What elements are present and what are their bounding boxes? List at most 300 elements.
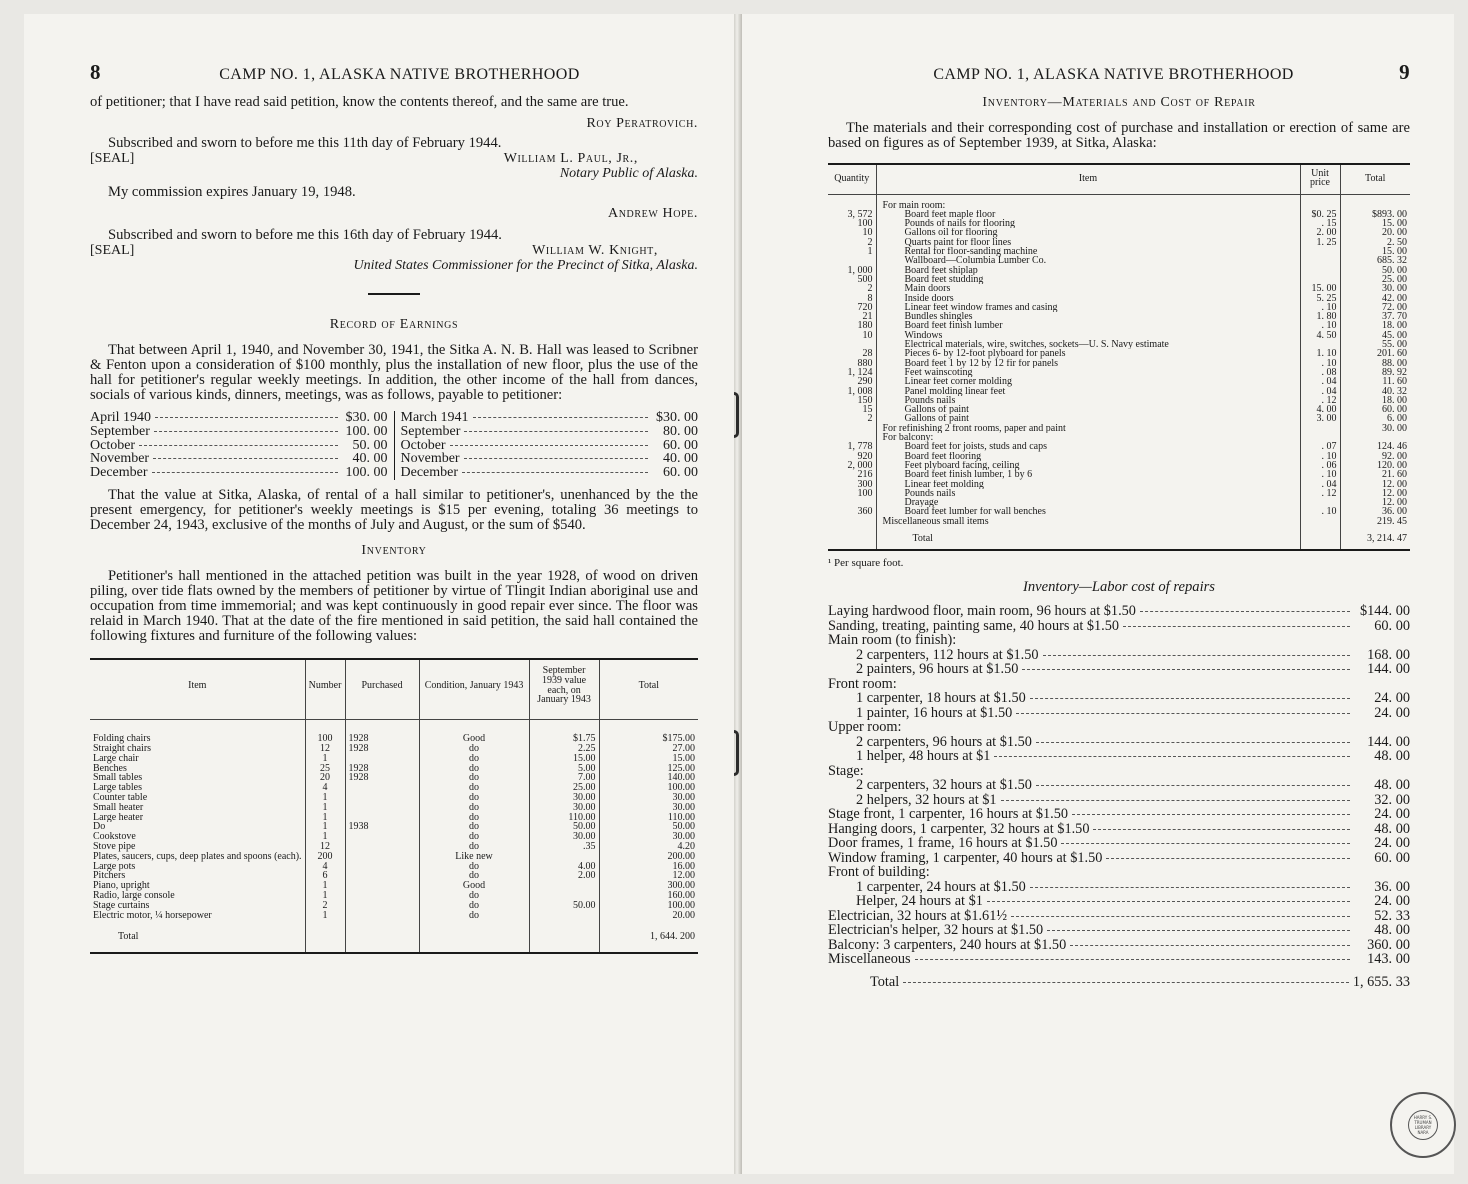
cell-condition: do <box>419 862 529 872</box>
cell-unit-price: . 15 <box>1300 219 1340 228</box>
table-row <box>828 414 1410 423</box>
cell-number: 12 <box>305 744 345 754</box>
cell-total: 125.00 <box>599 764 698 774</box>
cell-number: 1 <box>305 881 345 891</box>
labor-item: Sanding, treating, painting same, 40 hours at $1.50 <box>828 617 1120 634</box>
cell-value <box>529 852 599 862</box>
cell-total: 50.00 <box>599 822 698 832</box>
table-row <box>90 911 698 921</box>
materials-table-body <box>828 194 1410 550</box>
table-row <box>828 228 1410 237</box>
cell-total: 219. 45 <box>1340 517 1410 526</box>
cell-condition: do <box>419 891 529 901</box>
cell-unit-price <box>1300 433 1340 442</box>
cell-total: 30. 00 <box>1340 284 1410 293</box>
table-row <box>828 452 1410 461</box>
labor-row <box>828 619 1410 634</box>
table-row <box>828 396 1410 405</box>
cell-total: 120. 00 <box>1340 461 1410 470</box>
cell-unit-price <box>1300 517 1340 526</box>
cell-empty <box>345 920 419 953</box>
labor-amount: 168. 00 <box>1367 646 1410 663</box>
leader-dots <box>1123 626 1350 627</box>
cell-quantity <box>828 256 876 265</box>
earnings-row: December 60. 00 <box>400 465 698 481</box>
cell-item: Plates, saucers, cups, deep plates and spoons (each). <box>93 851 302 862</box>
cell-quantity: 360 <box>857 507 873 517</box>
leader-dots <box>1036 742 1350 743</box>
cell-condition: Good <box>419 881 529 891</box>
cell-unit-price: 1. 25 <box>1300 238 1340 247</box>
cell-total: 12. 00 <box>1340 498 1410 507</box>
cell-quantity: 3, 572 <box>847 209 873 220</box>
earnings-row: November 40. 00 <box>400 451 698 467</box>
cell-condition: do <box>419 764 529 774</box>
cell-quantity: 2 <box>867 284 873 294</box>
table-row <box>90 842 698 852</box>
cell-item: Board feet for joists, studs and caps <box>876 442 1300 451</box>
cell-purchased <box>345 881 419 891</box>
table-row <box>828 461 1410 470</box>
table-row <box>828 219 1410 228</box>
labor-row <box>828 749 1410 764</box>
earnings-col-1940 <box>90 411 395 480</box>
cell-value: 30.00 <box>529 803 599 813</box>
cell-total: 20.00 <box>599 911 698 921</box>
cell-quantity <box>828 433 876 442</box>
cell-empty <box>305 920 345 953</box>
table-row <box>828 238 1410 247</box>
table-row <box>828 294 1410 303</box>
cell-unit-price: 5. 25 <box>1300 294 1340 303</box>
cell-total <box>1340 194 1410 210</box>
labor-row <box>828 952 1410 967</box>
labor-heading: Inventory—Labor cost of repairs <box>1022 579 1215 596</box>
notary-knight-title: United States Commissioner for the Precinct of Sitka, Alaska. <box>353 258 698 273</box>
cell-quantity <box>828 194 876 210</box>
cell-quantity: 1, 008 <box>847 386 873 396</box>
cell-quantity: 100 <box>857 488 873 499</box>
cell-total: 11. 60 <box>1340 377 1410 386</box>
cell-quantity <box>828 340 876 349</box>
cell-condition: do <box>419 842 529 852</box>
cell-value: 7.00 <box>529 773 599 783</box>
cell-unit-price <box>1300 247 1340 256</box>
cell-purchased <box>345 803 419 813</box>
cell-unit-price: . 04 <box>1300 387 1340 396</box>
cell-item: Board feet finish lumber, 1 by 6 <box>876 470 1300 479</box>
table-row <box>828 275 1410 284</box>
col-header-total: Total <box>1340 164 1410 194</box>
earnings-list <box>90 411 698 480</box>
cell-unit-price <box>1300 266 1340 275</box>
cell-quantity: 10 <box>862 330 873 341</box>
table-row <box>828 442 1410 451</box>
col-header-quantity: Quantity <box>828 164 876 194</box>
labor-amount: 24. 00 <box>1374 893 1410 910</box>
cell-item: Counter table <box>93 792 148 803</box>
labor-amount: 24. 00 <box>1374 704 1410 721</box>
labor-item: 2 carpenters, 96 hours at $1.50 <box>856 733 1032 750</box>
labor-item: 2 helpers, 32 hours at $1 <box>856 791 997 808</box>
cell-total: $175.00 <box>599 720 698 744</box>
cell-total: 30. 00 <box>1340 424 1410 433</box>
labor-item: Stage front, 1 carpenter, 16 hours at $1.50 <box>828 806 1069 823</box>
cell-quantity: 720 <box>857 302 873 313</box>
earnings-row: November 40. 00 <box>90 451 388 467</box>
cell-number: 2 <box>305 901 345 911</box>
cell-purchased <box>345 862 419 872</box>
cell-unit-price: . 04 <box>1300 377 1340 386</box>
labor-item: 2 painters, 96 hours at $1.50 <box>856 661 1019 678</box>
cell-value: 2.00 <box>529 871 599 881</box>
cell-number: 1 <box>305 813 345 823</box>
cell-total: 4.20 <box>599 842 698 852</box>
cell-number: 1 <box>305 911 345 921</box>
earnings-row: April 1940 $30. 00 <box>90 410 388 425</box>
cell-item: Cookstove <box>93 832 136 842</box>
stamp-text: HARRY S. TRUMAN LIBRARY NARA <box>1408 1110 1438 1140</box>
leader-dots <box>1001 800 1350 801</box>
labor-row <box>828 720 1410 735</box>
labor-amount: 32. 00 <box>1374 791 1410 808</box>
table-row <box>828 266 1410 275</box>
labor-amount: 144. 00 <box>1367 661 1410 678</box>
table-row <box>828 331 1410 340</box>
cell-value: $1.75 <box>529 720 599 744</box>
cell-item: Radio, large console <box>93 890 175 901</box>
labor-amount: 24. 00 <box>1374 835 1410 852</box>
cell-unit-price <box>1300 340 1340 349</box>
cell-total: 685. 32 <box>1340 256 1410 265</box>
cell-item: Benches <box>93 763 127 774</box>
table-row <box>90 764 698 774</box>
labor-item: Door frames, 1 frame, 16 hours at $1.50 <box>828 835 1058 852</box>
cell-item: Stage curtains <box>93 900 150 911</box>
leader-dots <box>915 959 1350 960</box>
labor-row <box>828 793 1410 808</box>
cell-total: 12.00 <box>599 871 698 881</box>
cell-condition: do <box>419 813 529 823</box>
cell-condition: Good <box>419 720 529 744</box>
table-row <box>90 871 698 881</box>
leader-dots <box>1022 669 1350 670</box>
leader-dots <box>994 756 1350 757</box>
leader-dots <box>1030 698 1350 699</box>
labor-item: Hanging doors, 1 carpenter, 32 hours at $1.50 <box>828 820 1090 837</box>
cell-unit-price: . 10 <box>1300 359 1340 368</box>
cell-total: 37. 70 <box>1340 312 1410 321</box>
labor-row <box>828 706 1410 721</box>
table-row <box>828 368 1410 377</box>
sworn-statement-1: Subscribed and sworn to before me this 11th day of February 1944. <box>108 135 502 151</box>
table-row <box>90 793 698 803</box>
cell-item: Miscellaneous small items <box>876 517 1300 526</box>
commission-text: My commission expires January 19, 1948. <box>108 184 356 200</box>
leader-dots <box>1011 916 1350 917</box>
cell-purchased <box>345 783 419 793</box>
cell-quantity <box>828 424 876 433</box>
col-header-number: Number <box>305 659 345 720</box>
cell-total: 30.00 <box>599 793 698 803</box>
cell-condition: do <box>419 901 529 911</box>
cell-item: Feet plyboard facing, ceiling <box>876 461 1300 470</box>
labor-cost-list <box>828 604 1410 967</box>
materials-paragraph: The materials and their corresponding cost of purchase and installation or erection of same are based on figures as of September 1939, at Sitka, Alaska: <box>828 120 1410 151</box>
cell-condition: do <box>419 744 529 754</box>
cell-unit-price <box>1300 424 1340 433</box>
cell-unit-price: $0. 25 <box>1300 210 1340 219</box>
labor-item: 1 carpenter, 18 hours at $1.50 <box>856 690 1026 707</box>
cell-value: 5.00 <box>529 764 599 774</box>
labor-row <box>828 851 1410 866</box>
cell-unit-price: . 10 <box>1300 507 1340 516</box>
cell-unit-price: . 12 <box>1300 489 1340 498</box>
cell-total: 40. 32 <box>1340 387 1410 396</box>
cell-quantity: 21 <box>862 312 873 322</box>
col-header-condition: Condition, January 1943 <box>419 659 529 720</box>
right-page <box>742 14 1454 1174</box>
leader-dots <box>1030 887 1350 888</box>
cell-number: 200 <box>305 852 345 862</box>
leader-dots <box>1072 814 1350 815</box>
cell-quantity: 28 <box>862 349 873 359</box>
cell-condition: do <box>419 793 529 803</box>
cell-item: Large heater <box>93 812 144 823</box>
notary-paul: William L. Paul, Jr., <box>503 151 638 166</box>
cell-total: 60. 00 <box>1340 405 1410 414</box>
book-gutter <box>733 14 742 1174</box>
cell-value: 30.00 <box>529 832 599 842</box>
cell-unit-price: 4. 50 <box>1300 331 1340 340</box>
leader-dots <box>1093 829 1350 830</box>
left-running-title: CAMP NO. 1, ALASKA NATIVE BROTHERHOOD <box>219 66 580 83</box>
opening-text: of petitioner; that I have read said petition, know the contents thereof, and the same are true. <box>90 94 629 110</box>
right-page-number: 9 <box>1399 60 1410 84</box>
cell-total: $893. 00 <box>1340 210 1410 219</box>
cell-quantity: 216 <box>857 470 873 480</box>
cell-condition: do <box>419 773 529 783</box>
table-row <box>90 881 698 891</box>
table-row <box>828 210 1410 219</box>
labor-item: Front of building: <box>828 864 930 881</box>
cell-value: .35 <box>529 842 599 852</box>
library-stamp <box>1390 1092 1456 1158</box>
cell-empty <box>828 526 876 550</box>
earnings-paragraph: That between April 1, 1940, and November 30, 1941, the Sitka A. N. B. Hall was leased to Scribner & Fenton upon a consideration of $100 monthly, plus the installation of new floor, plus the use of the hall for petitioner's regular weekly meetings. In addition, the other income of the hall from dances, socials of various kinds, dinners, meetings, was as follows, payable to petitioner: <box>90 342 698 403</box>
labor-item: Electrician's helper, 32 hours at $1.50 <box>828 922 1044 939</box>
section-rule <box>368 293 420 295</box>
inventory-heading: Inventory <box>361 542 427 558</box>
cell-total: 200.00 <box>599 852 698 862</box>
cell-purchased <box>345 832 419 842</box>
labor-item: Stage: <box>828 762 864 779</box>
table-row <box>828 359 1410 368</box>
cell-item: Pitchers <box>93 871 126 882</box>
labor-amount: 36. 00 <box>1374 878 1410 895</box>
cell-condition: Like new <box>419 852 529 862</box>
cell-total-value: 3, 214. 47 <box>1340 526 1410 550</box>
cell-total: 25. 00 <box>1340 275 1410 284</box>
cell-unit-price: . 08 <box>1300 368 1340 377</box>
cell-item: Main doors <box>876 284 1300 293</box>
table-row <box>828 470 1410 479</box>
leader-dots <box>1061 843 1350 844</box>
sworn-statement-2: Subscribed and sworn to before me this 16th day of February 1944. <box>108 227 502 243</box>
cell-purchased <box>345 842 419 852</box>
furniture-table-body <box>90 720 698 953</box>
table-header-row <box>90 659 698 720</box>
cell-item: Pounds nails <box>876 396 1300 405</box>
labor-row <box>828 909 1410 924</box>
cell-total: 36. 00 <box>1340 507 1410 516</box>
seal-row-2 <box>90 243 698 258</box>
cell-number: 1 <box>305 754 345 764</box>
table-total-row <box>828 526 1410 550</box>
labor-row <box>828 662 1410 677</box>
cell-quantity: 1, 000 <box>847 265 873 275</box>
labor-row <box>828 807 1410 822</box>
cell-purchased <box>345 793 419 803</box>
cell-total: 55. 00 <box>1340 340 1410 349</box>
rental-value-paragraph: That the value at Sitka, Alaska, of rental of a hall similar to petitioner's, unenhanced by the the present emergency, for petitioner's weekly meetings is $15 per evening, totaling 36 meetings to December 24, 1943, exclusive of the months of July and August, or the sum of $540. <box>90 486 698 533</box>
labor-row <box>828 691 1410 706</box>
col-header-value: September 1939 value each, on January 1943 <box>529 659 599 720</box>
labor-row <box>828 648 1410 663</box>
table-row <box>828 507 1410 516</box>
labor-row <box>828 822 1410 837</box>
col-header-item: Item <box>90 659 305 720</box>
labor-total-row <box>828 975 1410 990</box>
table-row <box>90 891 698 901</box>
seal-row-1 <box>90 151 698 166</box>
table-row <box>828 312 1410 321</box>
earnings-row: October 50. 00 <box>90 437 388 453</box>
earnings-row: September 80. 00 <box>400 423 698 439</box>
cell-purchased <box>345 901 419 911</box>
cell-unit-price <box>1300 275 1340 284</box>
table-row <box>90 773 698 783</box>
cell-condition: do <box>419 822 529 832</box>
cell-total: 100.00 <box>599 783 698 793</box>
labor-item: Helper, 24 hours at $1 <box>856 893 983 910</box>
cell-unit-price <box>1300 256 1340 265</box>
cell-item: Electric motor, ¼ horsepower <box>93 910 212 921</box>
left-running-head <box>90 60 698 85</box>
cell-purchased <box>345 911 419 921</box>
labor-amount: 143. 00 <box>1367 951 1410 968</box>
materials-heading: Inventory—Materials and Cost of Repair <box>982 95 1256 110</box>
table-row <box>828 489 1410 498</box>
cell-unit-price: 4. 00 <box>1300 405 1340 414</box>
cell-item: Board feet flooring <box>876 452 1300 461</box>
cell-total: 100.00 <box>599 901 698 911</box>
cell-item: Large chair <box>93 753 139 764</box>
labor-item: 1 painter, 16 hours at $1.50 <box>856 704 1013 721</box>
table-row <box>90 852 698 862</box>
col-header-purchased: Purchased <box>345 659 419 720</box>
cell-purchased: 1928 <box>345 720 419 744</box>
labor-amount: 360. 00 <box>1367 936 1410 953</box>
cell-item: Pounds nails <box>876 489 1300 498</box>
cell-item: Pieces 6- by 12-foot plyboard for panels <box>876 349 1300 358</box>
labor-item: Window framing, 1 carpenter, 40 hours at $1.50 <box>828 849 1103 866</box>
cell-item: Small heater <box>93 802 144 813</box>
cell-purchased <box>345 891 419 901</box>
left-page-number: 8 <box>90 60 101 84</box>
labor-item: Miscellaneous <box>828 951 911 968</box>
cell-item: Linear feet window frames and casing <box>876 303 1300 312</box>
cell-unit-price: . 10 <box>1300 303 1340 312</box>
cell-purchased <box>345 813 419 823</box>
notary-paul-title: Notary Public of Alaska. <box>559 166 698 181</box>
cell-value <box>529 891 599 901</box>
cell-value: 30.00 <box>529 793 599 803</box>
cell-condition: do <box>419 754 529 764</box>
labor-amount: 24. 00 <box>1374 806 1410 823</box>
labor-row <box>828 633 1410 648</box>
cell-unit-price <box>1300 194 1340 210</box>
cell-unit-price: 15. 00 <box>1300 284 1340 293</box>
earnings-row: December 100. 00 <box>90 465 388 481</box>
cell-unit-price: . 06 <box>1300 461 1340 470</box>
table-row <box>90 803 698 813</box>
cell-item: For balcony: <box>876 433 1300 442</box>
labor-amount: 60. 00 <box>1374 849 1410 866</box>
labor-row <box>828 923 1410 938</box>
cell-item: Rental for floor-sanding machine <box>876 247 1300 256</box>
cell-item: Drayage <box>876 498 1300 507</box>
cell-purchased <box>345 852 419 862</box>
leader-dots <box>1106 858 1350 859</box>
cell-total: 89. 92 <box>1340 368 1410 377</box>
labor-item: Main room (to finish): <box>828 632 957 649</box>
cell-value: 25.00 <box>529 783 599 793</box>
earnings-heading: Record of Earnings <box>329 317 459 332</box>
cell-item: Bundles shingles <box>876 312 1300 321</box>
earnings-row: March 1941 $30. 00 <box>400 410 698 425</box>
labor-item: 1 helper, 48 hours at $1 <box>856 748 991 765</box>
labor-amount: 48. 00 <box>1374 748 1410 765</box>
cell-item: Pounds of nails for flooring <box>876 219 1300 228</box>
right-running-head <box>828 60 1410 85</box>
cell-purchased: 1928 <box>345 744 419 754</box>
labor-item: 2 carpenters, 112 hours at $1.50 <box>856 646 1039 663</box>
table-row <box>828 387 1410 396</box>
cell-total-value: 1, 644. 200 <box>599 920 698 953</box>
labor-row <box>828 778 1410 793</box>
table-row <box>828 284 1410 293</box>
labor-amount: 48. 00 <box>1374 820 1410 837</box>
labor-item: Upper room: <box>828 719 902 736</box>
cell-total: 2. 50 <box>1340 238 1410 247</box>
earnings-col-1941 <box>401 411 699 480</box>
cell-value: 4.00 <box>529 862 599 872</box>
cell-total: 72. 00 <box>1340 303 1410 312</box>
cell-item: For main room: <box>876 194 1300 210</box>
labor-item: Laying hardwood floor, main room, 96 hours at $1.50 <box>828 603 1136 620</box>
table-row <box>828 256 1410 265</box>
labor-amount: 24. 00 <box>1374 690 1410 707</box>
cell-total: 12. 00 <box>1340 489 1410 498</box>
cell-purchased: 1938 <box>345 822 419 832</box>
cell-item: Board feet lumber for wall benches <box>876 507 1300 516</box>
cell-condition: do <box>419 871 529 881</box>
cell-total: 18. 00 <box>1340 321 1410 330</box>
inventory-paragraph: Petitioner's hall mentioned in the attached petition was built in the year 1928, of wood on driven piling, over tide flats owned by the members of petitioner by virtue of Tlingit Indian aboriginal use and occupation from time immemorial; and was kept continuously in good repair ever since. The floor was relaid in March 1940. That at the date of the fire mentioned in said petition, the said hall contained the following fixtures and furniture of the following values: <box>90 567 698 644</box>
cell-item: For refinishing 2 front rooms, paper and paint <box>876 424 1300 433</box>
cell-unit-price: . 12 <box>1300 396 1340 405</box>
